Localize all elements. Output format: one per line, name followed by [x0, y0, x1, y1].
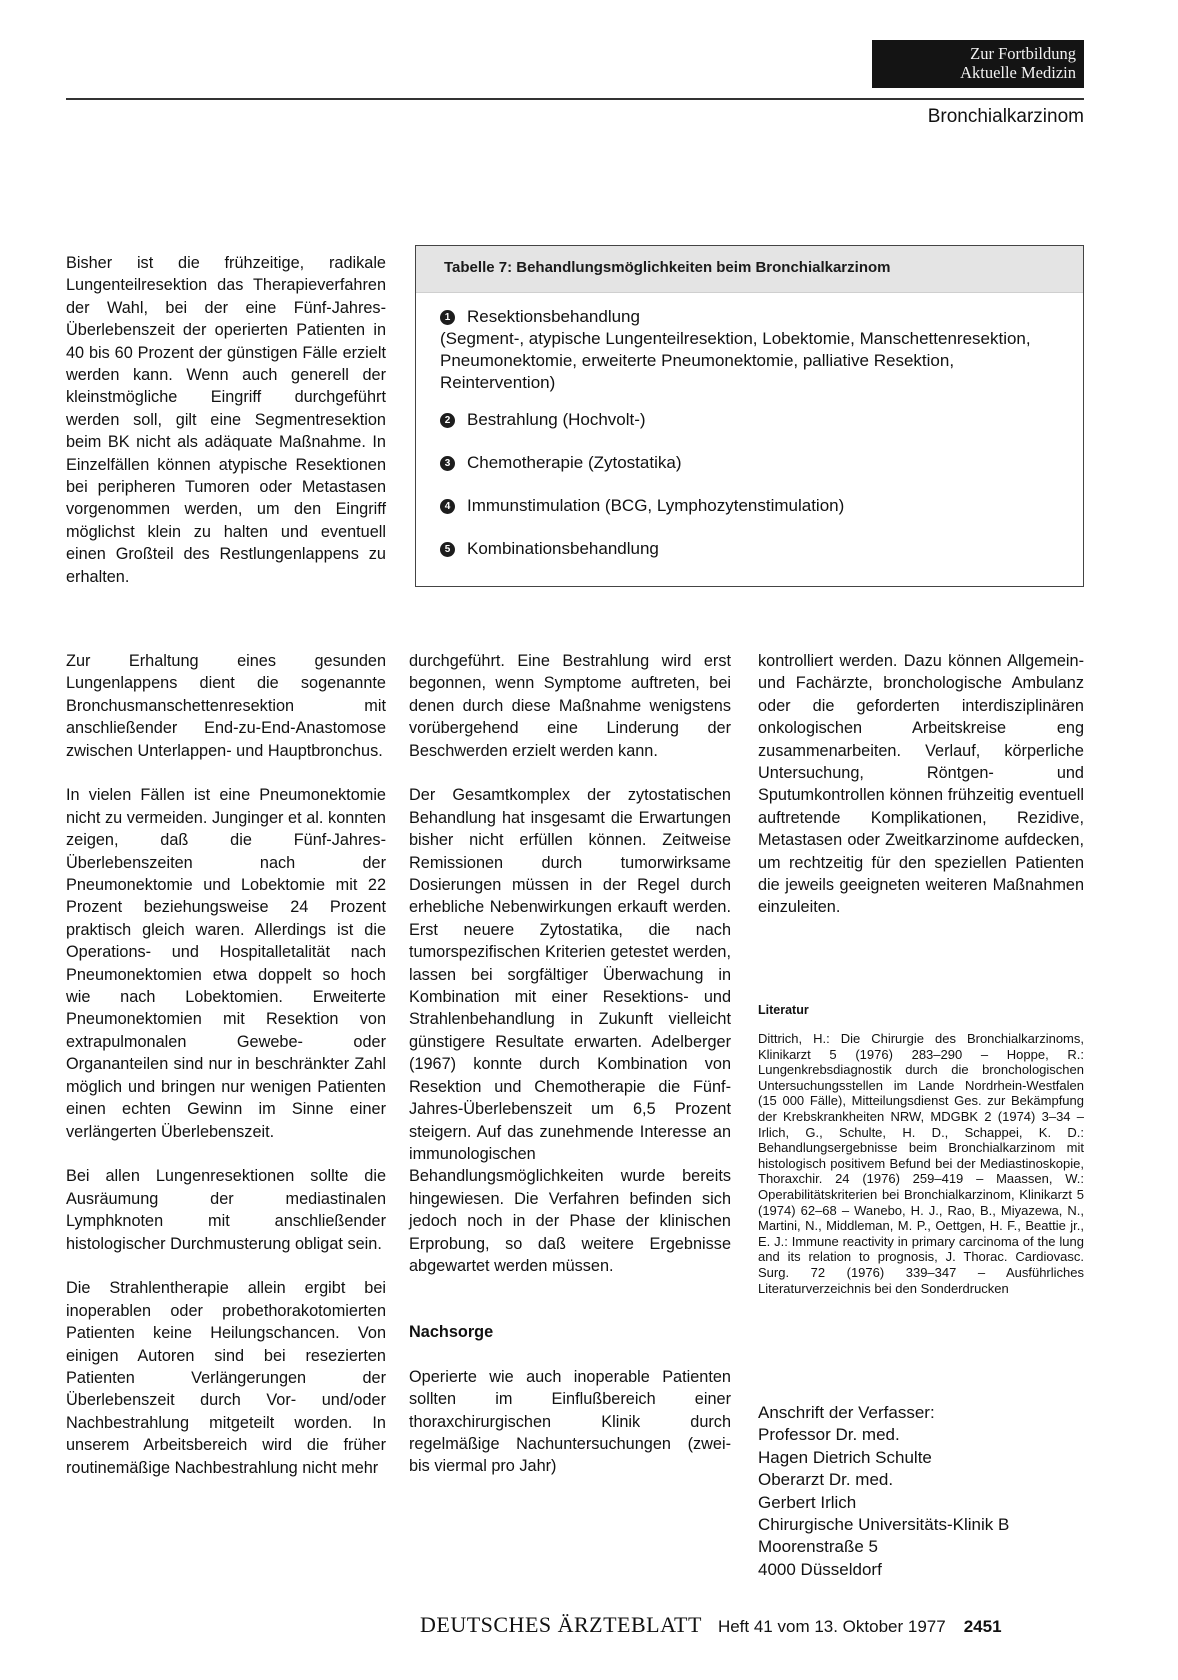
- intro-column: [66, 252, 386, 588]
- paragraph: Die Strahlentherapie allein ergibt bei inoperablen oder probethorakotomierten Patienten keine Heilungschancen. Von einigen Autoren sind bei resezierten Patienten Verlängerungen der Überlebenszeit durch Vor- und/oder Nachbestrahlung mitgeteilt worden. In unserem Arbeitsbereich wird die früher routinemäßige Nachbestrahlung nicht mehr: [66, 1279, 386, 1477]
- treatment-table: [415, 245, 1084, 587]
- table-item-5: [440, 538, 1061, 560]
- address-line: Hagen Dietrich Schulte: [758, 1447, 932, 1467]
- address-line: 4000 Düsseldorf: [758, 1559, 882, 1579]
- address-line: Chirurgische Universitäts-Klinik B: [758, 1515, 1010, 1535]
- table-title-bar: [416, 246, 1083, 293]
- paragraph: Bei allen Lungenresektionen sollte die Ausräumung der mediastinalen Lymphknoten mit anschließender histologischer Durchmusterung obligat sein.: [66, 1167, 386, 1253]
- issue-info: Heft 41 vom 13. Oktober 1977: [717, 1617, 946, 1636]
- journal-name: DEUTSCHES ÄRZTEBLATT: [420, 1612, 702, 1637]
- intro-paragraph: Bisher ist die frühzeitige, radikale Lungenteilresektion das Therapieverfahren der Wahl, bei der eine Fünf-Jahres-Überlebenszeit der operierten Patienten in 40 bis 60 Prozent der günstigen Fälle erzielt werden kann. Wenn auch generell der kleinstmögliche Eingriff durchgeführt werden soll, gilt eine Segmentresektion beim BK nicht als adäquate Maßnahme. In Einzelfällen können atypische Resektionen bei peripheren Tumoren oder Metastasen vorgenommen werden, um den Eingriff möglichst klein zu halten und eventuell einen Großteil des Restlungenlappens zu erhalten.: [66, 254, 386, 586]
- table-item-label: Bestrahlung (Hochvolt-): [467, 410, 646, 429]
- address-line: Moorenstraße 5: [758, 1537, 878, 1557]
- number-1-icon: 1: [440, 310, 455, 325]
- table-item-label: Immunstimulation (BCG, Lymphozytenstimulation): [467, 496, 845, 515]
- section-label-box: [872, 40, 1084, 88]
- section-label-line-1: Zur Fortbildung: [970, 44, 1076, 63]
- table-item-4: [440, 495, 1061, 517]
- address-line: Oberarzt Dr. med.: [758, 1470, 894, 1490]
- table-item-label: Chemotherapie (Zytostatika): [467, 453, 682, 472]
- paragraph: In vielen Fällen ist eine Pneumonektomie nicht zu vermeiden. Junginger et al. konnten zeigen, daß die Fünf-Jahres-Überlebenszeiten nach der Pneumonektomie und Lobektomie mit 22 Prozent beziehungsweise 24 Prozent praktisch gleich waren. Allerdings ist die Operations- und Hospitalletalität nach Pneumonektomien etwa doppelt so hoch wie nach Lobektomien. Erweiterte Pneumonektomien mit Resektion von extrapulmonalen Gewebe- oder Organanteilen sind nur in beschränkter Zahl möglich und bringen nur wenigen Patienten einen echten Gewinn im Sinne einer verlängerten Überlebenszeit.: [66, 786, 386, 1141]
- paragraph: Der Gesamtkomplex der zytostatischen Behandlung hat insgesamt die Erwartungen bisher nicht erfüllen können. Zeitweise Remissionen durch tumorwirksame Dosierungen müssen in der Regel durch erhebliche Nebenwirkungen erkauft werden. Erst neuere Zytostatika, die nach tumorspezifischen Kriterien getestet werden, lassen bei sorgfältiger Überwachung in Kombination mit einer Resektions- und Strahlenbehandlung in Zukunft vielleicht günstigere Resultate erwarten. Adelberger (1967) konnte durch Kombination von Resektion und Chemotherapie die Fünf-Jahres-Überlebenszeit um 6,5 Prozent steigern. Auf das zunehmende Interesse an immunologischen Behandlungsmöglichkeiten wurde bereits hingewiesen. Die Verfahren befinden sich jedoch noch in der Phase der klinischen Erprobung, so daß weitere Ergebnisse abgewartet werden müssen.: [409, 786, 731, 1275]
- table-title: Tabelle 7: Behandlungsmöglichkeiten beim Bronchialkarzinom: [444, 259, 891, 276]
- address-line: Professor Dr. med.: [758, 1425, 900, 1445]
- address-line: Gerbert Irlich: [758, 1492, 857, 1512]
- text-column-2: [409, 650, 731, 1478]
- literature-section: [758, 1003, 1084, 1296]
- text-column-1: [66, 650, 386, 1479]
- paragraph: Zur Erhaltung eines gesunden Lungenlappens dient die sogenannte Bronchusmanschettenresektion mit anschließender End-zu-End-Anastomose zwischen Unterlappen- und Hauptbronchus.: [66, 652, 386, 760]
- table-item-label: Kombinationsbehandlung: [467, 539, 659, 558]
- page-number: 2451: [963, 1617, 1002, 1636]
- page-topic-title: Bronchialkarzinom: [927, 106, 1084, 127]
- section-label-line-2: Aktuelle Medizin: [960, 63, 1076, 82]
- literature-text: Dittrich, H.: Die Chirurgie des Bronchialkarzinoms, Klinikarzt 5 (1976) 283–290 – Hoppe, R.: Lungenkrebsdiagnostik durch die bronchologischen Untersuchungsstellen im Lande Nordrhein-Westfalen (15 000 Fälle), Mitteilungsdienst Ges. zur Bekämpfung der Krebskrankheiten NRW, MDGBK 2 (1974) 3–34 – Irlich, G., Schulte, H. D., Schappei, K. D.: Behandlungsergebnisse beim Bronchialkarzinom mit histologisch positivem Befund bei der Mediastinoskopie, Thoraxchir. 24 (1976) 259–419 – Maassen, W.: Operabilitätskriterien bei Bronchialkarzinom, Klinikarzt 5 (1974) 62–68 – Wanebo, H. J., Rao, B., Miyazewa, N., Martini, N., Middleman, M. P., Oettgen, H. F., Beattie jr., E. J.: Immune reactivity in primary carcinoma of the lung and its relation to prognosis, J. Thorac. Cardiovasc. Surg. 72 (1976) 339–347 – Ausführliches Literaturverzeichnis bei den Sonderdrucken: [758, 1031, 1084, 1296]
- page-footer: [420, 1612, 1002, 1638]
- table-item-3: [440, 452, 1061, 474]
- address-line: Anschrift der Verfasser:: [758, 1403, 935, 1422]
- number-2-icon: 2: [440, 413, 455, 428]
- literature-heading: Literatur: [758, 1003, 809, 1017]
- paragraph: Operierte wie auch inoperable Patienten sollten im Einflußbereich einer thoraxchirurgischen Klinik durch regelmäßige Nachuntersuchungen (zwei- bis viermal pro Jahr): [409, 1367, 731, 1476]
- header-rule: [66, 98, 1084, 100]
- paragraph: kontrolliert werden. Dazu können Allgemein- und Fachärzte, bronchologische Ambulanz oder die geforderten interdisziplinären onkologischen Arbeitskreise eng zusammenarbeiten. Verlauf, körperliche Untersuchung, Röntgen- und Sputumkontrollen können frühzeitig eventuell auftretende Komplikationen, Rezidive, Metastasen oder Zweitkarzinome aufdecken, um rechtzeitig für den speziellen Patienten die jeweils geeigneten weiteren Maßnahmen einzuleiten.: [758, 652, 1084, 917]
- table-item-2: [440, 409, 1061, 431]
- table-item-label: Resektionsbehandlung: [467, 307, 640, 326]
- text-column-3: [758, 650, 1084, 919]
- number-4-icon: 4: [440, 499, 455, 514]
- aftercare-heading: Nachsorge: [409, 1323, 494, 1342]
- table-item-1: [440, 306, 1061, 394]
- number-3-icon: 3: [440, 456, 455, 471]
- paragraph: durchgeführt. Eine Bestrahlung wird erst begonnen, wenn Symptome auftreten, bei denen durch diese Maßnahme wenigstens vorübergehend eine Linderung der Beschwerden erzielt werden kann.: [409, 652, 731, 760]
- author-address: [758, 1402, 1084, 1581]
- number-5-icon: 5: [440, 542, 455, 557]
- table-item-detail: (Segment-, atypische Lungenteilresektion, Lobektomie, Manschettenresektion, Pneumonektomie, erweiterte Pneumonektomie, palliative Resektion, Reintervention): [440, 329, 1031, 392]
